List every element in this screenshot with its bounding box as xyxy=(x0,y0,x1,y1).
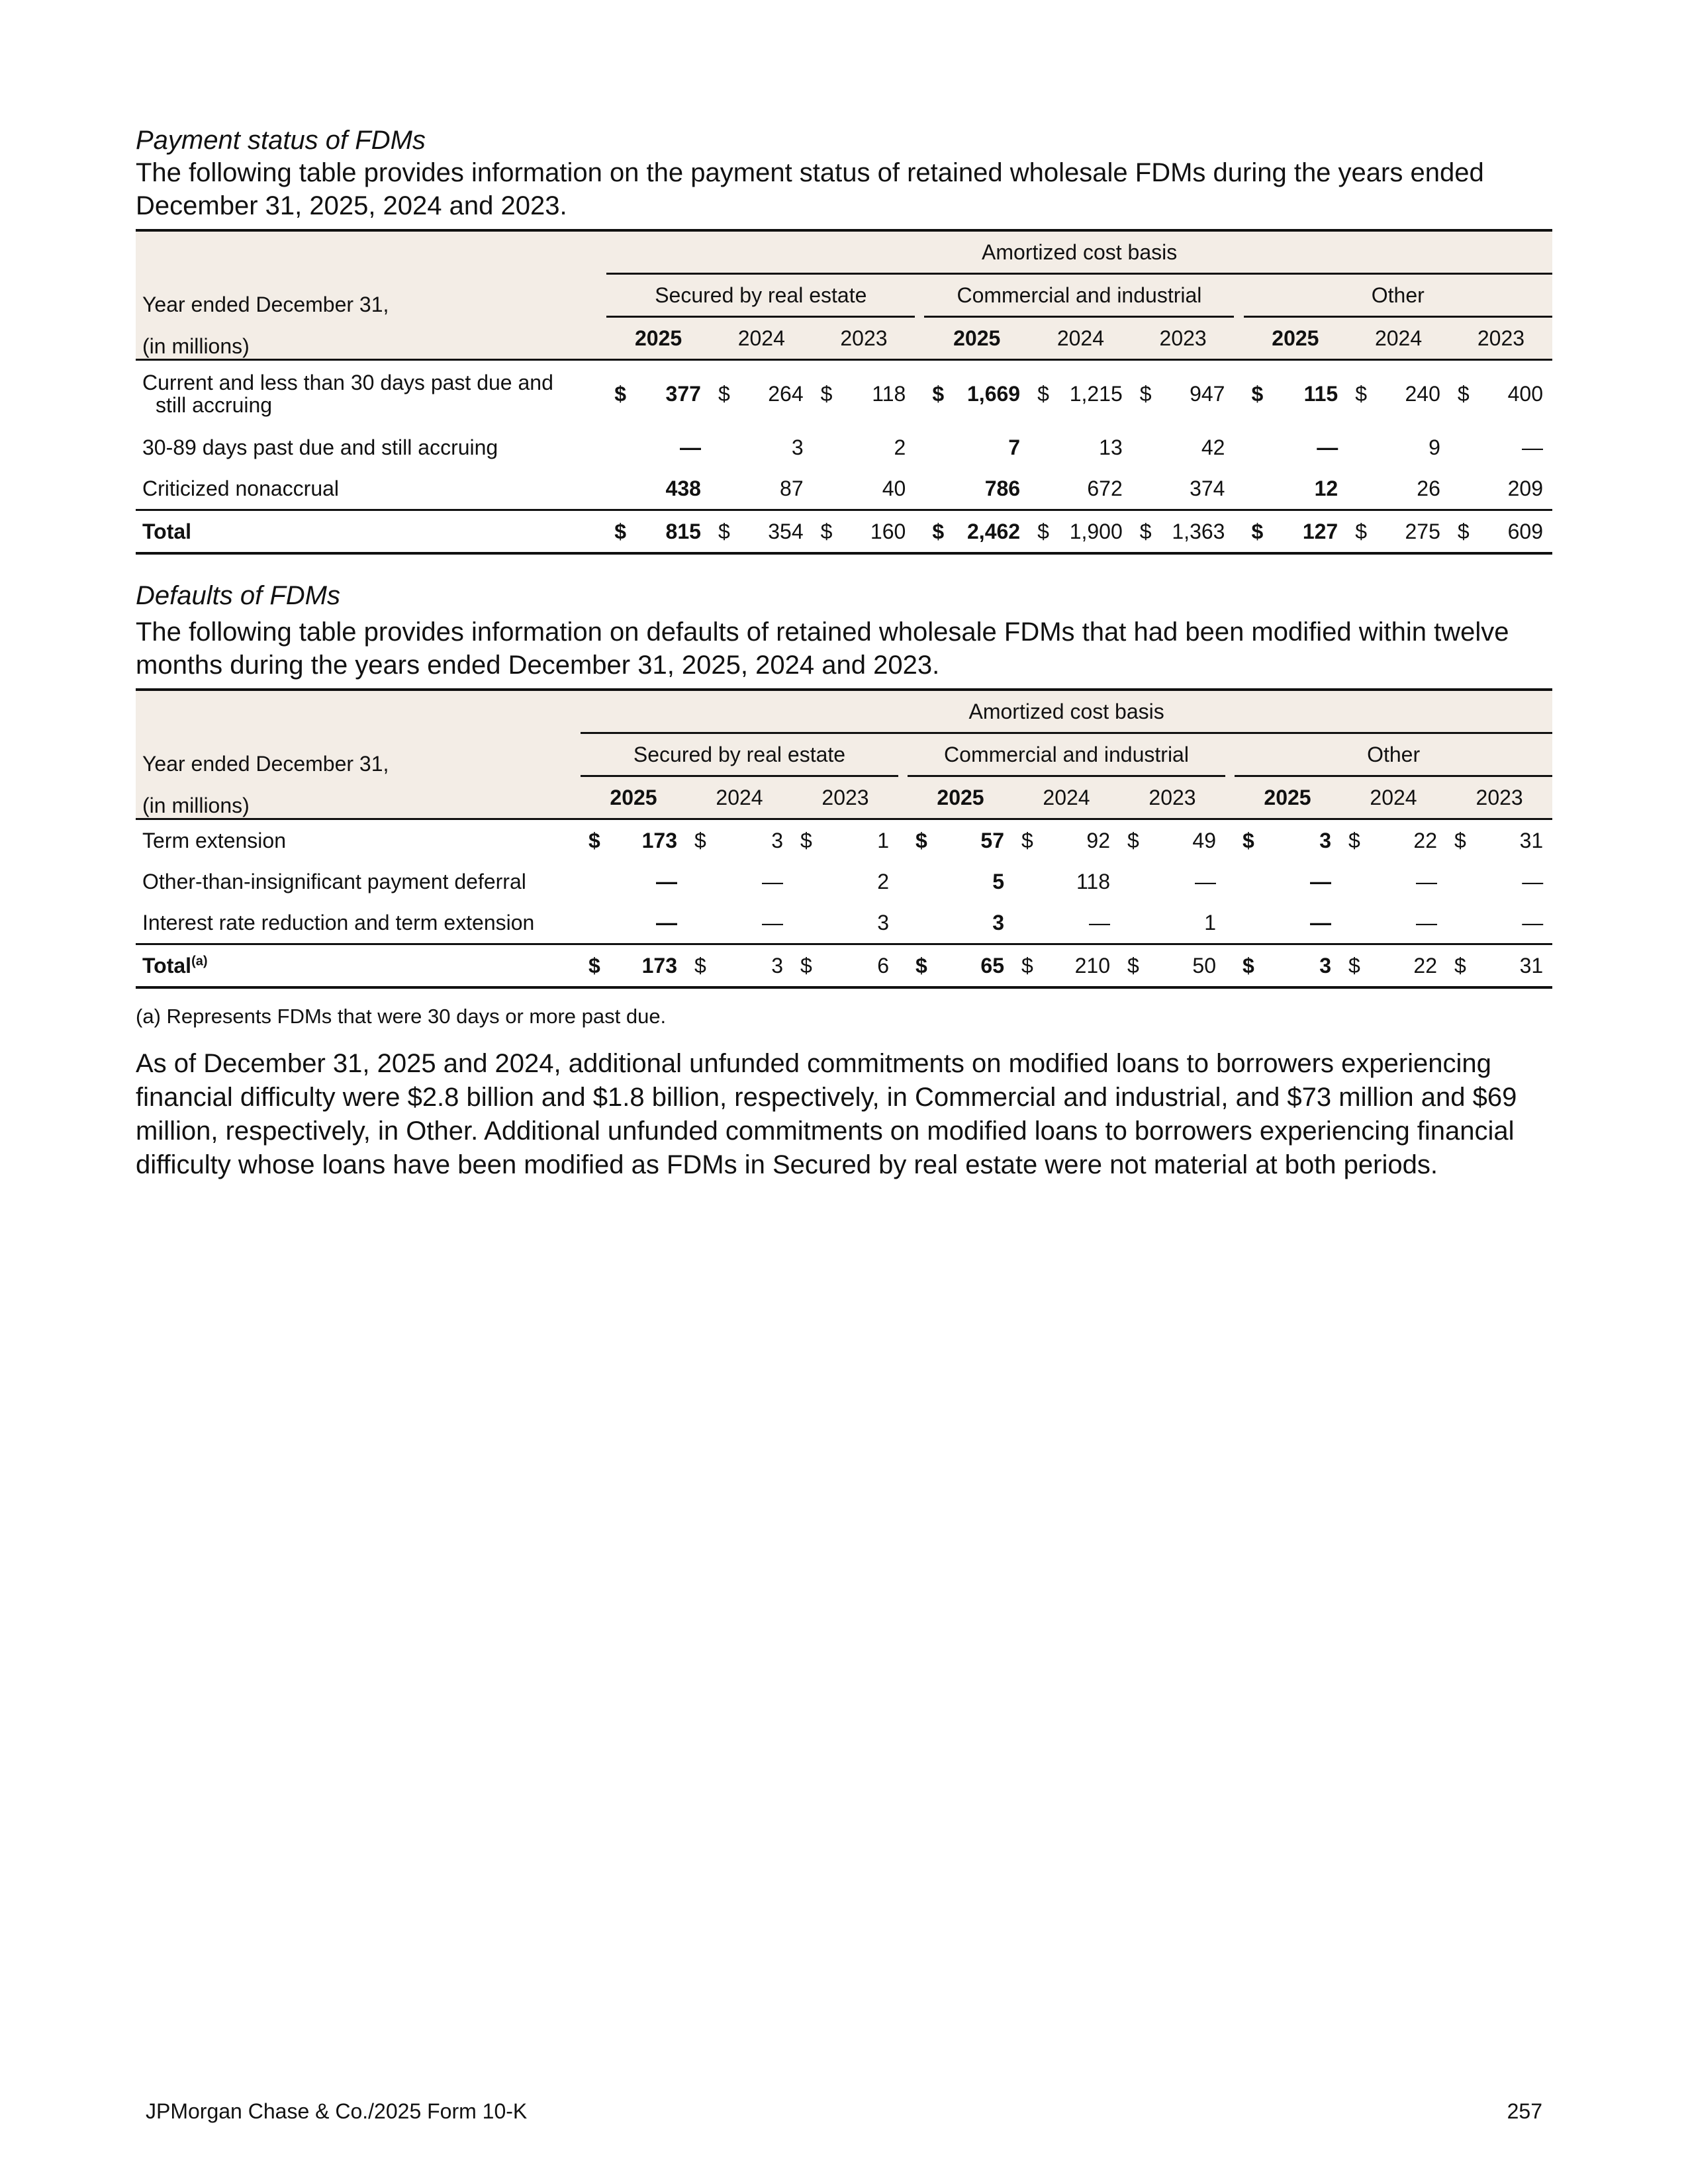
defaults-table xyxy=(136,688,1552,989)
table-row xyxy=(136,360,1552,428)
header-year: 2025 xyxy=(606,317,710,360)
table-cell: — xyxy=(1522,869,1544,893)
row-label: Total xyxy=(136,510,606,554)
currency-symbol: $ xyxy=(686,944,716,988)
table-cell: — xyxy=(1317,435,1338,459)
table-row xyxy=(136,819,1552,862)
table-cell: 49 xyxy=(1149,819,1225,862)
table-cell: 160 xyxy=(842,510,915,554)
table-cell: 2 xyxy=(894,435,906,459)
row-label: Current and less than 30 days past due and still accruing xyxy=(136,360,606,428)
currency-symbol: $ xyxy=(1132,360,1161,428)
table-cell: — xyxy=(762,869,783,893)
table-footnote: (a) Represents FDMs that were 30 days or more past due. xyxy=(136,1005,667,1028)
payment-status-table xyxy=(136,229,1552,555)
header-year: 2023 xyxy=(1132,317,1235,360)
table-cell: 65 xyxy=(937,944,1013,988)
table-cell: 947 xyxy=(1161,360,1235,428)
table-cell: 92 xyxy=(1043,819,1119,862)
table-cell: 173 xyxy=(610,819,686,862)
header-year: 2023 xyxy=(792,776,898,819)
currency-symbol: $ xyxy=(792,819,821,862)
table-cell: — xyxy=(1089,910,1110,934)
currency-symbol: $ xyxy=(1450,360,1479,428)
currency-symbol: $ xyxy=(606,510,635,554)
currency-symbol: $ xyxy=(813,510,842,554)
header-year: 2024 xyxy=(686,776,792,819)
table-row xyxy=(136,902,1552,944)
table-cell: 1,669 xyxy=(954,360,1030,428)
table-cell: 6 xyxy=(821,944,898,988)
header-category-secured: Secured by real estate xyxy=(581,733,898,776)
currency-symbol: $ xyxy=(1340,944,1370,988)
section-title-payment-status: Payment status of FDMs xyxy=(136,126,426,155)
currency-symbol: $ xyxy=(1244,360,1273,428)
header-amortized-cost-basis: Amortized cost basis xyxy=(606,230,1552,274)
currency-symbol: $ xyxy=(686,819,716,862)
table-cell: 374 xyxy=(1190,476,1225,500)
currency-symbol: $ xyxy=(1013,819,1043,862)
table-cell: — xyxy=(679,435,701,459)
currency-symbol: $ xyxy=(581,944,610,988)
header-year: 2023 xyxy=(1450,317,1552,360)
table-cell: 672 xyxy=(1087,476,1123,500)
table-cell: 3 xyxy=(877,910,889,934)
table-cell: 42 xyxy=(1201,435,1225,459)
header-year: 2024 xyxy=(1340,776,1446,819)
currency-symbol: $ xyxy=(924,510,953,554)
header-year: 2024 xyxy=(1029,317,1132,360)
header-category-other: Other xyxy=(1244,274,1552,317)
currency-symbol: $ xyxy=(1446,819,1476,862)
footer-document-title: JPMorgan Chase & Co./2025 Form 10-K xyxy=(146,2099,528,2123)
table-cell: — xyxy=(656,910,677,934)
table-row xyxy=(136,861,1552,902)
table-cell: 5 xyxy=(992,869,1004,893)
table-cell: 1,363 xyxy=(1161,510,1235,554)
currency-symbol: $ xyxy=(1029,510,1058,554)
table-cell: — xyxy=(1195,869,1216,893)
table-cell: 400 xyxy=(1479,360,1552,428)
table-cell: — xyxy=(762,910,783,934)
section-intro-payment-status: The following table provides information on the payment status of retained wholesale FDMs during the years ended December 31, 2025, 2024 and 2023. xyxy=(136,158,1484,220)
currency-symbol: $ xyxy=(908,944,937,988)
table-cell: 264 xyxy=(739,360,813,428)
header-category-other: Other xyxy=(1235,733,1552,776)
table-cell: 50 xyxy=(1149,944,1225,988)
table-cell: 26 xyxy=(1417,476,1440,500)
currency-symbol: $ xyxy=(1347,510,1376,554)
header-amortized-cost-basis: Amortized cost basis xyxy=(581,690,1552,733)
table-cell: 3 xyxy=(716,819,792,862)
currency-symbol: $ xyxy=(924,360,953,428)
table-cell: — xyxy=(1522,910,1544,934)
currency-symbol: $ xyxy=(1029,360,1058,428)
table-cell: 118 xyxy=(842,360,915,428)
table-cell: 9 xyxy=(1429,435,1440,459)
table-row xyxy=(136,468,1552,510)
table-cell: 354 xyxy=(739,510,813,554)
table-cell: 2 xyxy=(877,869,889,893)
table-cell: 57 xyxy=(937,819,1013,862)
header-blank xyxy=(136,230,606,274)
table-cell: 1,900 xyxy=(1058,510,1132,554)
table-cell: 31 xyxy=(1476,944,1552,988)
currency-symbol: $ xyxy=(1132,510,1161,554)
header-row-label-line2: (in millions) xyxy=(136,317,606,360)
table-cell: 275 xyxy=(1376,510,1450,554)
table-cell: 12 xyxy=(1314,476,1338,500)
table-cell: — xyxy=(656,869,677,893)
header-category-secured: Secured by real estate xyxy=(606,274,915,317)
page-number: 257 xyxy=(1507,2099,1542,2123)
currency-symbol: $ xyxy=(1013,944,1043,988)
currency-symbol: $ xyxy=(1446,944,1476,988)
table-cell: 22 xyxy=(1370,819,1446,862)
header-category-commercial: Commercial and industrial xyxy=(924,274,1234,317)
header-year: 2023 xyxy=(1446,776,1552,819)
table-cell: 3 xyxy=(992,910,1004,934)
table-row-total xyxy=(136,944,1552,988)
row-label: Interest rate reduction and term extension xyxy=(142,910,535,934)
table-cell: 609 xyxy=(1479,510,1552,554)
currency-symbol: $ xyxy=(1235,944,1264,988)
header-row-label-line1: Year ended December 31, xyxy=(136,274,606,317)
header-year: 2025 xyxy=(1235,776,1340,819)
currency-symbol: $ xyxy=(1235,819,1264,862)
header-year: 2024 xyxy=(1347,317,1450,360)
table-cell: — xyxy=(1310,910,1331,934)
row-label: Criticized nonaccrual xyxy=(142,476,340,500)
header-row-label-line2: (in millions) xyxy=(136,776,581,819)
header-year: 2023 xyxy=(1119,776,1225,819)
currency-symbol: $ xyxy=(710,510,739,554)
header-year: 2024 xyxy=(710,317,813,360)
table-cell: — xyxy=(1416,869,1437,893)
currency-symbol: $ xyxy=(1347,360,1376,428)
table-cell: 13 xyxy=(1099,435,1123,459)
section-title-defaults: Defaults of FDMs xyxy=(136,581,340,610)
table-cell: 31 xyxy=(1476,819,1552,862)
table-cell: 3 xyxy=(791,435,804,459)
header-year: 2023 xyxy=(813,317,915,360)
table-cell: 3 xyxy=(1264,819,1340,862)
currency-symbol: $ xyxy=(813,360,842,428)
header-category-commercial: Commercial and industrial xyxy=(908,733,1225,776)
table-cell: 377 xyxy=(635,360,710,428)
row-label: Term extension xyxy=(136,819,581,862)
table-cell: 173 xyxy=(610,944,686,988)
currency-symbol: $ xyxy=(1244,510,1273,554)
table-cell: 210 xyxy=(1043,944,1119,988)
currency-symbol: $ xyxy=(908,819,937,862)
currency-symbol: $ xyxy=(606,360,635,428)
header-year: 2025 xyxy=(924,317,1029,360)
currency-symbol: $ xyxy=(581,819,610,862)
table-cell: 2,462 xyxy=(954,510,1030,554)
row-label: 30-89 days past due and still accruing xyxy=(142,435,498,459)
header-blank xyxy=(136,690,581,733)
header-year: 2025 xyxy=(1244,317,1348,360)
table-cell: 118 xyxy=(1076,869,1110,893)
table-row xyxy=(136,427,1552,468)
table-cell: 240 xyxy=(1376,360,1450,428)
table-row-total xyxy=(136,510,1552,554)
page-footer xyxy=(146,2099,1542,2124)
table-cell: 127 xyxy=(1273,510,1348,554)
currency-symbol: $ xyxy=(710,360,739,428)
table-cell: 815 xyxy=(635,510,710,554)
table-cell: 786 xyxy=(984,476,1021,500)
currency-symbol: $ xyxy=(792,944,821,988)
table-cell: 1,215 xyxy=(1058,360,1132,428)
table-cell: 115 xyxy=(1273,360,1348,428)
currency-symbol: $ xyxy=(1340,819,1370,862)
currency-symbol: $ xyxy=(1450,510,1479,554)
currency-symbol: $ xyxy=(1119,819,1149,862)
header-year: 2025 xyxy=(581,776,686,819)
table-cell: 22 xyxy=(1370,944,1446,988)
table-cell: 40 xyxy=(882,476,906,500)
table-cell: 87 xyxy=(780,476,804,500)
table-cell: 1 xyxy=(1204,910,1216,934)
table-cell: 209 xyxy=(1507,476,1543,500)
row-label: Total$^{(a)}$ xyxy=(136,944,581,988)
section-intro-defaults: The following table provides information on defaults of retained wholesale FDMs that had been modified within twelve months during the years ended December 31, 2025, 2024 and 2023. xyxy=(136,617,1509,680)
header-year: 2025 xyxy=(908,776,1013,819)
table-cell: — xyxy=(1522,435,1543,459)
page-content xyxy=(136,124,1552,1182)
body-paragraph: As of December 31, 2025 and 2024, additional unfunded commitments on modified loans to borrowers experiencing financial difficulty were $2.8 billion and $1.8 billion, respectively, in Commercial and industrial, and $73 million and $69 million, respectively, in Other. Additional unfunded commitments on modified loans to borrowers experiencing financial difficulty whose loans have been modified as FDMs in Secured by real estate were not material at both periods. xyxy=(136,1049,1517,1179)
table-cell: 3 xyxy=(1264,944,1340,988)
header-row-label-line1: Year ended December 31, xyxy=(136,733,581,776)
table-cell: 1 xyxy=(821,819,898,862)
table-cell: 3 xyxy=(716,944,792,988)
table-cell: 7 xyxy=(1008,435,1021,459)
header-year: 2024 xyxy=(1013,776,1119,819)
table-cell: 438 xyxy=(665,476,701,500)
currency-symbol: $ xyxy=(1119,944,1149,988)
table-cell: — xyxy=(1310,869,1331,893)
row-label: Other-than-insignificant payment deferral xyxy=(142,869,526,893)
table-cell: — xyxy=(1416,910,1437,934)
